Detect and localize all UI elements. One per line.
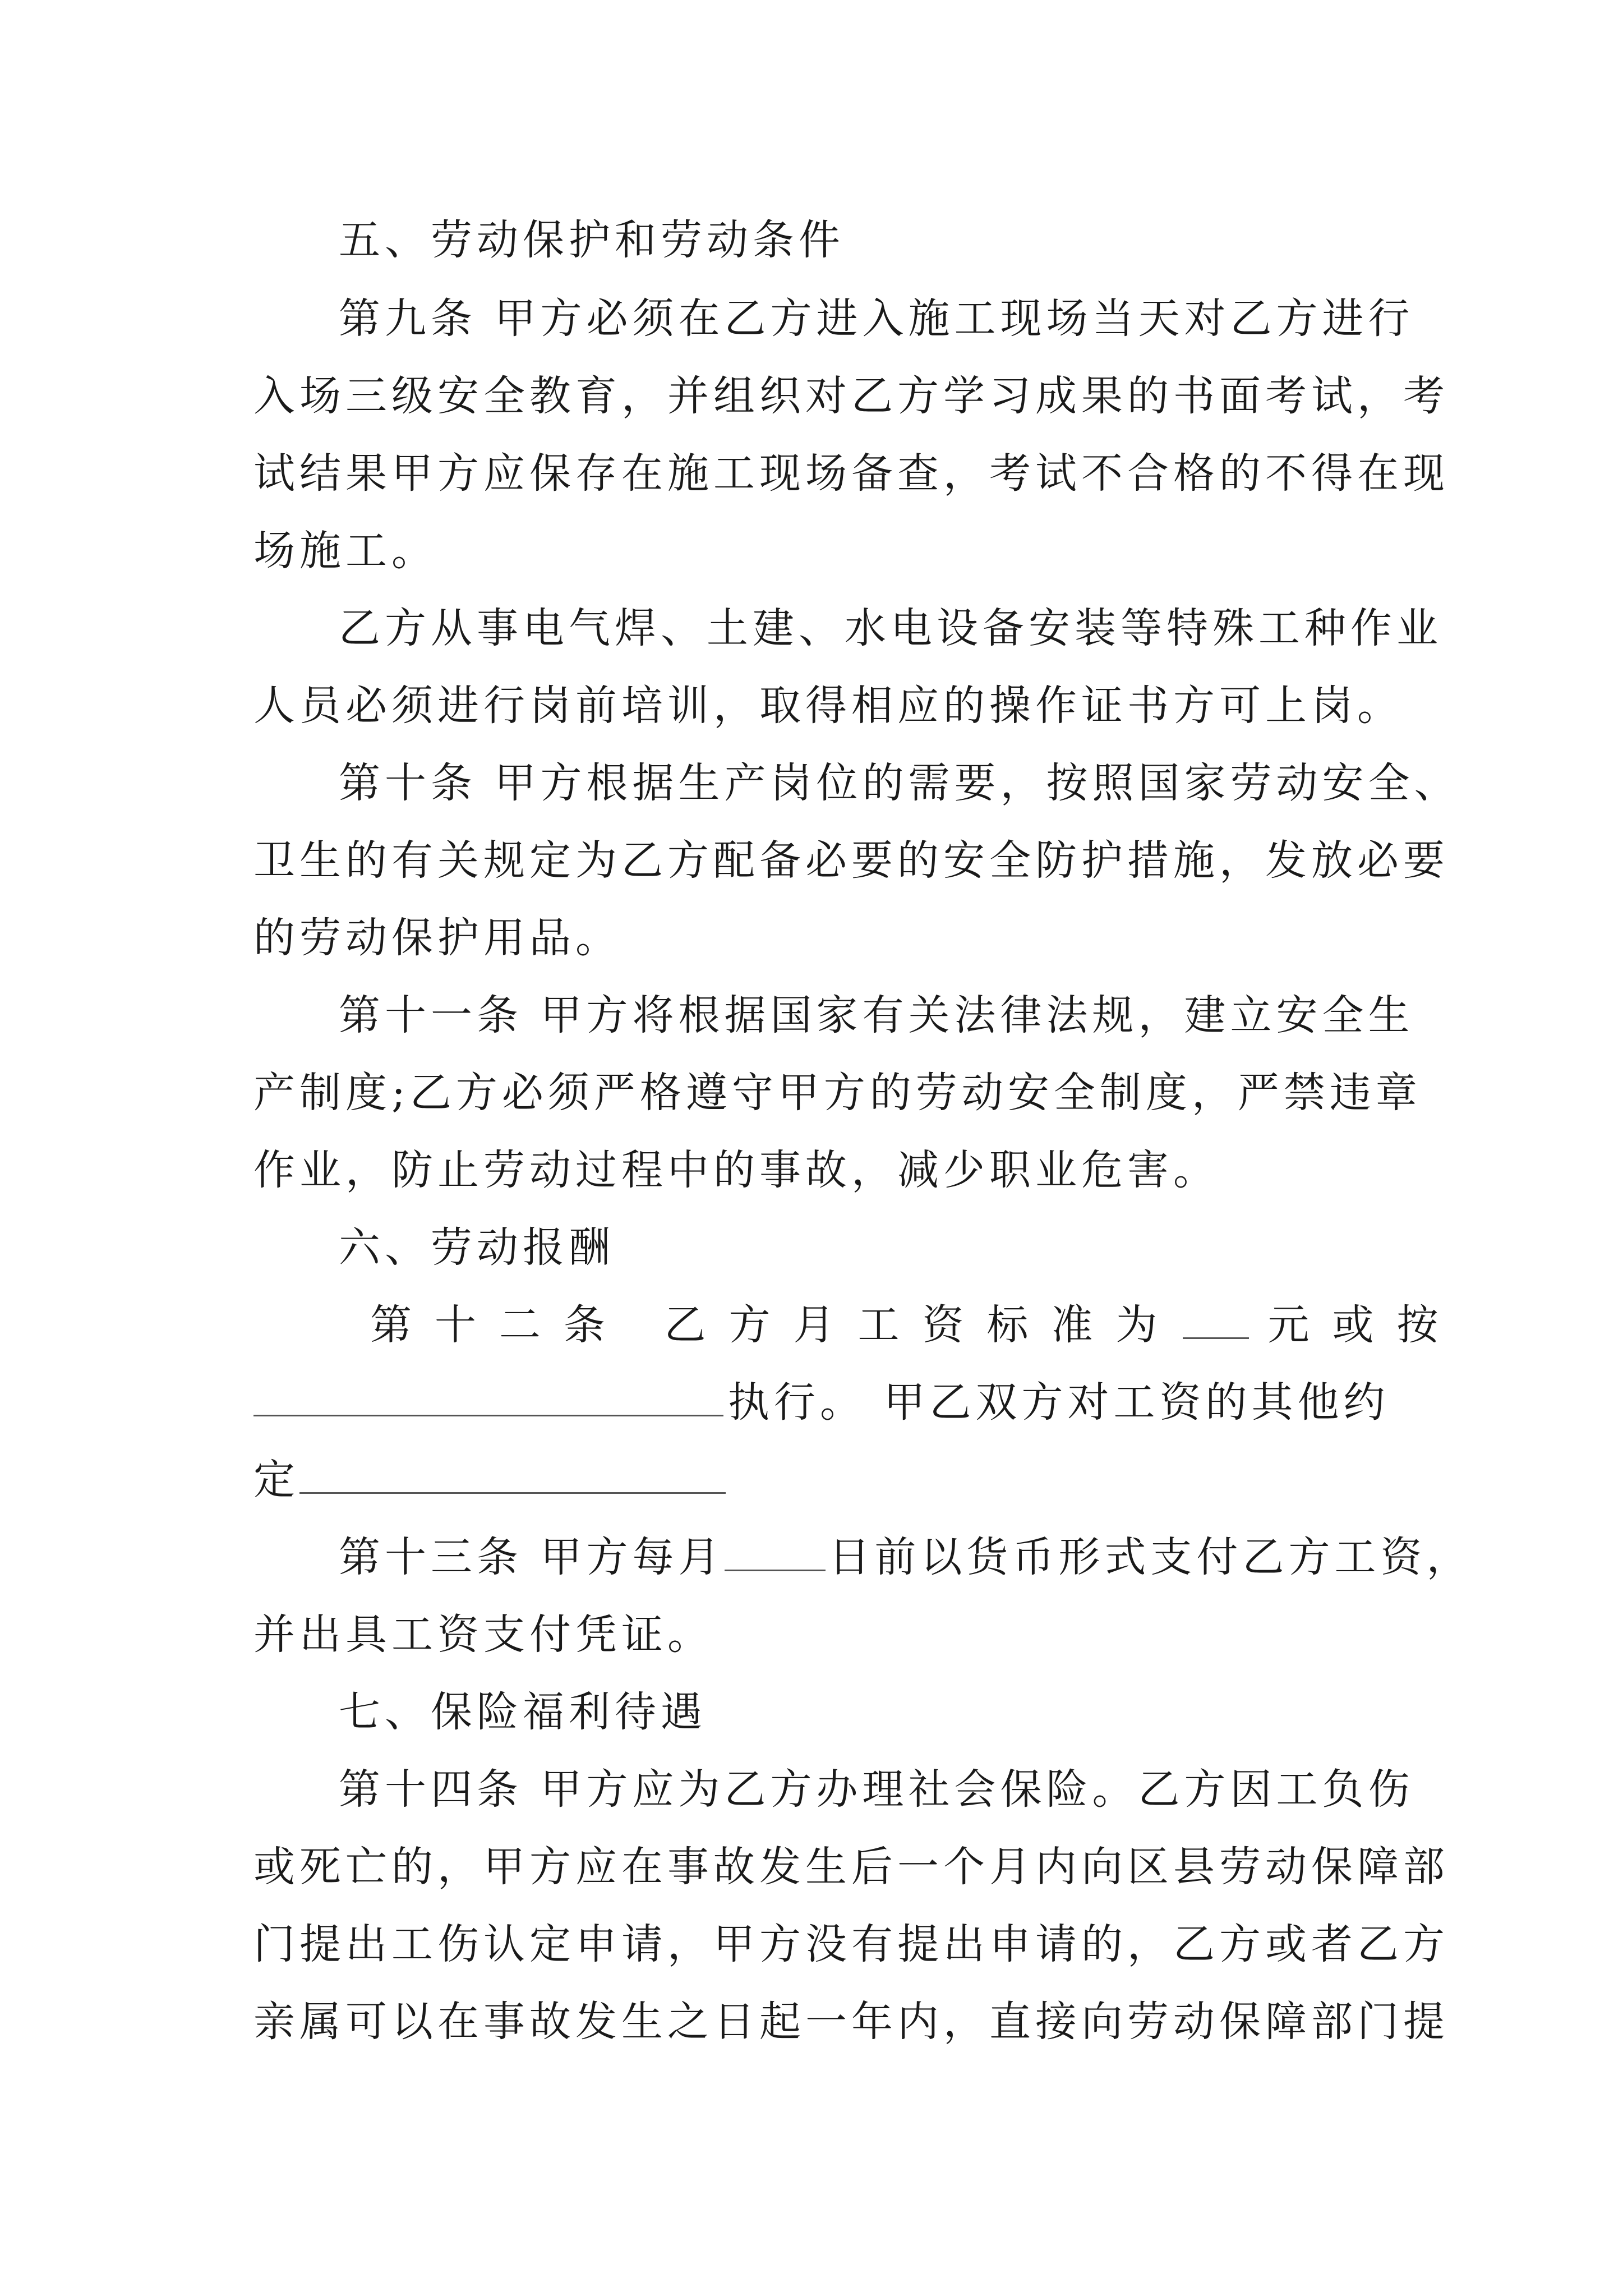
section-heading-6: 六、劳动报酬: [339, 1223, 615, 1272]
article-10-line-3: 的劳动保护用品。: [253, 914, 621, 962]
article-9-line-1: 第九条 甲方必须在乙方进入施工现场当天对乙方进行: [339, 295, 1414, 343]
pay-day-blank[interactable]: [725, 1533, 826, 1571]
other-agreement-blank[interactable]: [299, 1455, 726, 1494]
article-14-line-2: 或死亡的，甲方应在事故发生后一个月内向区县劳动保障部: [253, 1843, 1449, 1891]
article-12-text-d: 定: [253, 1456, 299, 1504]
article-12-text-a: 第十二条 乙方月工资标准为: [370, 1301, 1181, 1349]
article-12-text-c: 执行。 甲乙双方对工资的其他约: [728, 1378, 1390, 1427]
section-heading-5: 五、劳动保护和劳动条件: [339, 216, 845, 264]
article-14-line-4: 亲属可以在事故发生之日起一年内，直接向劳动保障部门提: [253, 1998, 1449, 2046]
article-12-line-2: [253, 1375, 1390, 1429]
article-9-line-2: 入场三级安全教育，并组织对乙方学习成果的书面考试，考: [253, 372, 1449, 420]
article-10-line-2: 卫生的有关规定为乙方配备必要的安全防护措施，发放必要: [253, 836, 1449, 885]
article-9b-line-2: 人员必须进行岗前培训，取得相应的操作证书方可上岗。: [253, 682, 1403, 730]
salary-basis-blank[interactable]: [253, 1378, 723, 1416]
article-9b-line-1: 乙方从事电气焊、土建、水电设备安装等特殊工种作业: [339, 604, 1442, 652]
article-11-line-2: 产制度;乙方必须严格遵守甲方的劳动安全制度，严禁违章: [253, 1069, 1422, 1117]
article-11-line-1: 第十一条 甲方将根据国家有关法律法规，建立安全生: [339, 991, 1414, 1039]
article-11-line-3: 作业，防止劳动过程中的事故，减少职业危害。: [253, 1146, 1219, 1194]
article-13-line-1: [339, 1530, 1473, 1584]
article-9-line-3: 试结果甲方应保存在施工现场备查，考试不合格的不得在现: [253, 449, 1449, 498]
article-14-line-1: 第十四条 甲方应为乙方办理社会保险。乙方因工负伤: [339, 1765, 1414, 1814]
article-12-text-b: 元或按: [1267, 1301, 1461, 1349]
article-9-line-4: 场施工。: [253, 527, 437, 575]
article-10-line-1: 第十条 甲方根据生产岗位的需要，按照国家劳动安全、: [339, 759, 1460, 807]
article-12-line-3: [253, 1453, 1375, 1507]
salary-amount-blank[interactable]: [1183, 1300, 1249, 1339]
article-14-line-3: 门提出工伤认定申请，甲方没有提出申请的，乙方或者乙方: [253, 1920, 1449, 1968]
section-heading-7: 七、保险福利待遇: [339, 1688, 707, 1736]
article-13-text-b: 日前以货币形式支付乙方工资，: [828, 1533, 1473, 1581]
article-12-line-1: [370, 1298, 1461, 1352]
article-13-line-2: 并出具工资支付凭证。: [253, 1611, 713, 1659]
article-13-text-a: 第十三条 甲方每月: [339, 1533, 725, 1581]
